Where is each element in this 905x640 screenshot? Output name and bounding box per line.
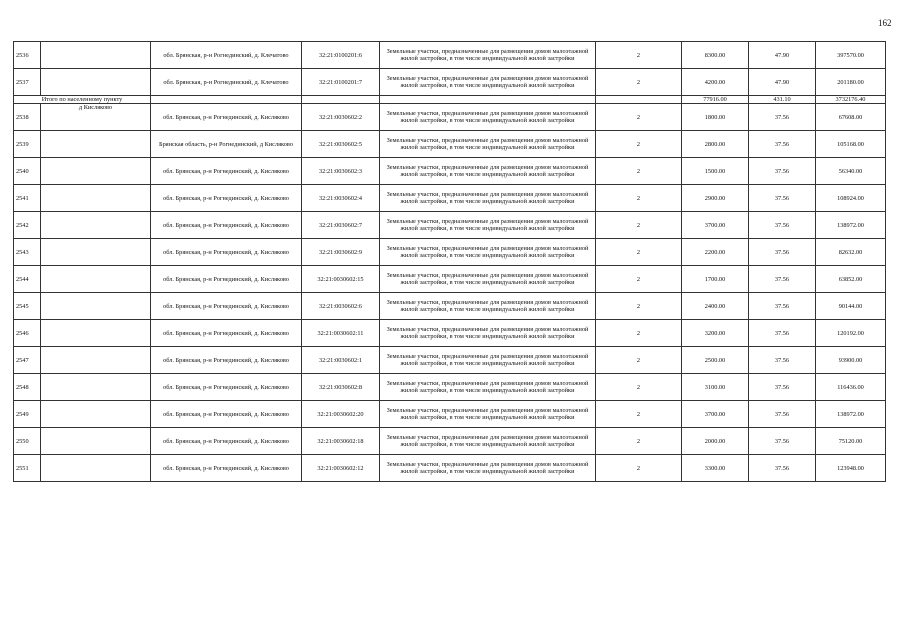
purpose-cell: Земельные участки, предназначенные для размещения домов малоэтажной жилой застройки, в том числе индивидуальной жилой застройки bbox=[380, 455, 596, 482]
address-cell: обл. Брянская, р-н Рогнединский, д. Кисляково bbox=[151, 428, 302, 455]
cadastral-number-cell: 32:21:0030602:11 bbox=[302, 320, 380, 347]
rate-cell: 37.56 bbox=[749, 239, 816, 266]
purpose-cell: Земельные участки, предназначенные для размещения домов малоэтажной жилой застройки, в том числе индивидуальной жилой застройки bbox=[380, 374, 596, 401]
area-cell: 2900.00 bbox=[682, 185, 749, 212]
group-cell: 2 bbox=[596, 455, 682, 482]
rate-cell: 37.56 bbox=[749, 455, 816, 482]
settlement-cell bbox=[41, 455, 151, 482]
row-number: 2548 bbox=[14, 374, 41, 401]
row-number: 2538 bbox=[14, 104, 41, 131]
group-cell: 2 bbox=[596, 131, 682, 158]
cadastral-number-cell: 32:21:0030602:3 bbox=[302, 158, 380, 185]
table-row bbox=[14, 293, 886, 320]
group-cell: 2 bbox=[596, 266, 682, 293]
table-row bbox=[14, 212, 886, 239]
settlement-cell bbox=[41, 158, 151, 185]
rate-cell: 47.90 bbox=[749, 69, 816, 96]
address-cell: обл. Брянская, р-н Рогнединский, д. Кисляково bbox=[151, 455, 302, 482]
table-row bbox=[14, 401, 886, 428]
purpose-cell: Земельные участки, предназначенные для размещения домов малоэтажной жилой застройки, в том числе индивидуальной жилой застройки bbox=[380, 266, 596, 293]
cadastral-number-cell: 32:21:0030602:5 bbox=[302, 131, 380, 158]
table-row bbox=[14, 42, 886, 69]
group-cell: 2 bbox=[596, 104, 682, 131]
cadastral-number-cell: 32:21:0100201:7 bbox=[302, 69, 380, 96]
settlement-cell bbox=[41, 42, 151, 69]
row-number: 2541 bbox=[14, 185, 41, 212]
purpose-cell: Земельные участки, предназначенные для размещения домов малоэтажной жилой застройки, в том числе индивидуальной жилой застройки bbox=[380, 428, 596, 455]
row-number: 2544 bbox=[14, 266, 41, 293]
address-cell: обл. Брянская, р-н Рогнединский, д. Клечатово bbox=[151, 69, 302, 96]
settlement-cell bbox=[41, 428, 151, 455]
subtotal-label: Итого по населенному пункту bbox=[41, 96, 123, 103]
subtotal-value: 3732176.40 bbox=[816, 96, 886, 104]
subtotal-area: 77916.00 bbox=[682, 96, 749, 104]
group-cell: 2 bbox=[596, 401, 682, 428]
rate-cell: 37.56 bbox=[749, 401, 816, 428]
value-cell: 138972.00 bbox=[816, 401, 886, 428]
rate-cell: 37.56 bbox=[749, 293, 816, 320]
table-row bbox=[14, 104, 886, 131]
rate-cell: 37.56 bbox=[749, 212, 816, 239]
settlement-cell bbox=[41, 212, 151, 239]
settlement-cell bbox=[41, 104, 151, 131]
table-row bbox=[14, 266, 886, 293]
settlement-cell bbox=[41, 374, 151, 401]
purpose-cell: Земельные участки, предназначенные для размещения домов малоэтажной жилой застройки, в том числе индивидуальной жилой застройки bbox=[380, 185, 596, 212]
settlement-name: д Кисляково bbox=[78, 104, 113, 111]
address-cell: обл. Брянская, р-н Рогнединский, д. Кисляково bbox=[151, 320, 302, 347]
purpose-cell: Земельные участки, предназначенные для размещения домов малоэтажной жилой застройки, в том числе индивидуальной жилой застройки bbox=[380, 158, 596, 185]
table-row bbox=[14, 455, 886, 482]
purpose-cell: Земельные участки, предназначенные для размещения домов малоэтажной жилой застройки, в том числе индивидуальной жилой застройки bbox=[380, 293, 596, 320]
value-cell: 105168.00 bbox=[816, 131, 886, 158]
value-cell: 123948.00 bbox=[816, 455, 886, 482]
address-cell: обл. Брянская, р-н Рогнединский, д. Кисляково bbox=[151, 374, 302, 401]
group-cell: 2 bbox=[596, 212, 682, 239]
group-cell: 2 bbox=[596, 428, 682, 455]
table-row bbox=[14, 158, 886, 185]
address-cell: обл. Брянская, р-н Рогнединский, д. Клечатово bbox=[151, 42, 302, 69]
address-cell: обл. Брянская, р-н Рогнединский, д. Кисляково bbox=[151, 104, 302, 131]
area-cell: 3100.00 bbox=[682, 374, 749, 401]
group-cell: 2 bbox=[596, 293, 682, 320]
land-plots-table bbox=[13, 41, 886, 482]
purpose-cell: Земельные участки, предназначенные для размещения домов малоэтажной жилой застройки, в том числе индивидуальной жилой застройки bbox=[380, 212, 596, 239]
area-cell: 2200.00 bbox=[682, 239, 749, 266]
settlement-cell bbox=[41, 69, 151, 96]
purpose-cell: Земельные участки, предназначенные для размещения домов малоэтажной жилой застройки, в том числе индивидуальной жилой застройки bbox=[380, 104, 596, 131]
settlement-cell bbox=[41, 266, 151, 293]
address-cell: обл. Брянская, р-н Рогнединский, д. Кисляково bbox=[151, 266, 302, 293]
table-row bbox=[14, 185, 886, 212]
group-cell: 2 bbox=[596, 347, 682, 374]
group-cell: 2 bbox=[596, 69, 682, 96]
address-cell: обл. Брянская, р-н Рогнединский, д. Кисляково bbox=[151, 239, 302, 266]
area-cell: 3700.00 bbox=[682, 401, 749, 428]
purpose-cell: Земельные участки, предназначенные для размещения домов малоэтажной жилой застройки, в том числе индивидуальной жилой застройки bbox=[380, 320, 596, 347]
value-cell: 93900.00 bbox=[816, 347, 886, 374]
row-number: 2545 bbox=[14, 293, 41, 320]
value-cell: 56340.00 bbox=[816, 158, 886, 185]
group-cell: 2 bbox=[596, 42, 682, 69]
value-cell: 201180.00 bbox=[816, 69, 886, 96]
address-cell: Брянская область, р-н Рогнединский, д Кисляково bbox=[151, 131, 302, 158]
area-cell: 2500.00 bbox=[682, 347, 749, 374]
row-number: 2542 bbox=[14, 212, 41, 239]
cadastral-number-cell: 32:21:0030602:18 bbox=[302, 428, 380, 455]
address-cell: обл. Брянская, р-н Рогнединский, д. Кисляково bbox=[151, 401, 302, 428]
settlement-cell bbox=[41, 347, 151, 374]
settlement-cell bbox=[41, 185, 151, 212]
area-cell: 3300.00 bbox=[682, 455, 749, 482]
table-row bbox=[14, 239, 886, 266]
value-cell: 82632.00 bbox=[816, 239, 886, 266]
group-cell: 2 bbox=[596, 239, 682, 266]
rate-cell: 37.56 bbox=[749, 131, 816, 158]
table-row bbox=[14, 131, 886, 158]
area-cell: 2400.00 bbox=[682, 293, 749, 320]
settlement-cell bbox=[41, 131, 151, 158]
table-body-before bbox=[14, 42, 886, 96]
cadastral-number-cell: 32:21:0030602:4 bbox=[302, 185, 380, 212]
area-cell: 1700.00 bbox=[682, 266, 749, 293]
address-cell: обл. Брянская, р-н Рогнединский, д. Кисляково bbox=[151, 158, 302, 185]
row-number: 2550 bbox=[14, 428, 41, 455]
row-number: 2543 bbox=[14, 239, 41, 266]
cadastral-number-cell: 32:21:0030602:20 bbox=[302, 401, 380, 428]
rate-cell: 37.56 bbox=[749, 185, 816, 212]
area-cell: 2000.00 bbox=[682, 428, 749, 455]
address-cell: обл. Брянская, р-н Рогнединский, д. Кисляково bbox=[151, 347, 302, 374]
row-number: 2549 bbox=[14, 401, 41, 428]
area-cell: 8300.00 bbox=[682, 42, 749, 69]
cadastral-number-cell: 32:21:0100201:6 bbox=[302, 42, 380, 69]
area-cell: 3200.00 bbox=[682, 320, 749, 347]
rate-cell: 37.56 bbox=[749, 320, 816, 347]
row-number: 2536 bbox=[14, 42, 41, 69]
rate-cell: 37.56 bbox=[749, 374, 816, 401]
cadastral-number-cell: 32:21:0030602:2 bbox=[302, 104, 380, 131]
subtotal-row bbox=[14, 96, 886, 104]
row-number: 2537 bbox=[14, 69, 41, 96]
rate-cell: 37.56 bbox=[749, 104, 816, 131]
table-row bbox=[14, 69, 886, 96]
row-number: 2546 bbox=[14, 320, 41, 347]
value-cell: 138972.00 bbox=[816, 212, 886, 239]
rate-cell: 37.56 bbox=[749, 428, 816, 455]
cadastral-number-cell: 32:21:0030602:1 bbox=[302, 347, 380, 374]
group-cell: 2 bbox=[596, 158, 682, 185]
table-row bbox=[14, 347, 886, 374]
value-cell: 63852.00 bbox=[816, 266, 886, 293]
purpose-cell: Земельные участки, предназначенные для размещения домов малоэтажной жилой застройки, в том числе индивидуальной жилой застройки bbox=[380, 131, 596, 158]
address-cell: обл. Брянская, р-н Рогнединский, д. Кисляково bbox=[151, 185, 302, 212]
cadastral-number-cell: 32:21:0030602:15 bbox=[302, 266, 380, 293]
row-number: 2539 bbox=[14, 131, 41, 158]
purpose-cell: Земельные участки, предназначенные для размещения домов малоэтажной жилой застройки, в том числе индивидуальной жилой застройки bbox=[380, 239, 596, 266]
row-number: 2547 bbox=[14, 347, 41, 374]
purpose-cell: Земельные участки, предназначенные для размещения домов малоэтажной жилой застройки, в том числе индивидуальной жилой застройки bbox=[380, 401, 596, 428]
rate-cell: 47.90 bbox=[749, 42, 816, 69]
settlement-cell bbox=[41, 401, 151, 428]
value-cell: 67608.00 bbox=[816, 104, 886, 131]
row-number: 2540 bbox=[14, 158, 41, 185]
rate-cell: 37.56 bbox=[749, 158, 816, 185]
cadastral-number-cell: 32:21:0030602:12 bbox=[302, 455, 380, 482]
subtotal-label-cell bbox=[14, 96, 151, 104]
table-body-subtotal bbox=[14, 96, 886, 104]
purpose-cell: Земельные участки, предназначенные для размещения домов малоэтажной жилой застройки, в том числе индивидуальной жилой застройки bbox=[380, 347, 596, 374]
cadastral-number-cell: 32:21:0030602:7 bbox=[302, 212, 380, 239]
cadastral-number-cell: 32:21:0030602:8 bbox=[302, 374, 380, 401]
page-number: 162 bbox=[878, 18, 892, 28]
value-cell: 90144.00 bbox=[816, 293, 886, 320]
address-cell: обл. Брянская, р-н Рогнединский, д. Кисляково bbox=[151, 293, 302, 320]
value-cell: 75120.00 bbox=[816, 428, 886, 455]
table-row bbox=[14, 374, 886, 401]
purpose-cell: Земельные участки, предназначенные для размещения домов малоэтажной жилой застройки, в том числе индивидуальной жилой застройки bbox=[380, 69, 596, 96]
subtotal-rate: 431.10 bbox=[749, 96, 816, 104]
rate-cell: 37.56 bbox=[749, 347, 816, 374]
rate-cell: 37.56 bbox=[749, 266, 816, 293]
value-cell: 397570.00 bbox=[816, 42, 886, 69]
settlement-cell bbox=[41, 239, 151, 266]
area-cell: 2800.00 bbox=[682, 131, 749, 158]
area-cell: 3700.00 bbox=[682, 212, 749, 239]
purpose-cell: Земельные участки, предназначенные для размещения домов малоэтажной жилой застройки, в том числе индивидуальной жилой застройки bbox=[380, 42, 596, 69]
table-row bbox=[14, 320, 886, 347]
address-cell: обл. Брянская, р-н Рогнединский, д. Кисляково bbox=[151, 212, 302, 239]
group-cell: 2 bbox=[596, 320, 682, 347]
value-cell: 116436.00 bbox=[816, 374, 886, 401]
area-cell: 1800.00 bbox=[682, 104, 749, 131]
value-cell: 108924.00 bbox=[816, 185, 886, 212]
settlement-cell bbox=[41, 293, 151, 320]
settlement-cell bbox=[41, 320, 151, 347]
value-cell: 120192.00 bbox=[816, 320, 886, 347]
table-row bbox=[14, 428, 886, 455]
area-cell: 1500.00 bbox=[682, 158, 749, 185]
cadastral-number-cell: 32:21:0030602:6 bbox=[302, 293, 380, 320]
area-cell: 4200.00 bbox=[682, 69, 749, 96]
row-number: 2551 bbox=[14, 455, 41, 482]
group-cell: 2 bbox=[596, 185, 682, 212]
table-body-after bbox=[14, 104, 886, 482]
group-cell: 2 bbox=[596, 374, 682, 401]
cadastral-number-cell: 32:21:0030602:9 bbox=[302, 239, 380, 266]
